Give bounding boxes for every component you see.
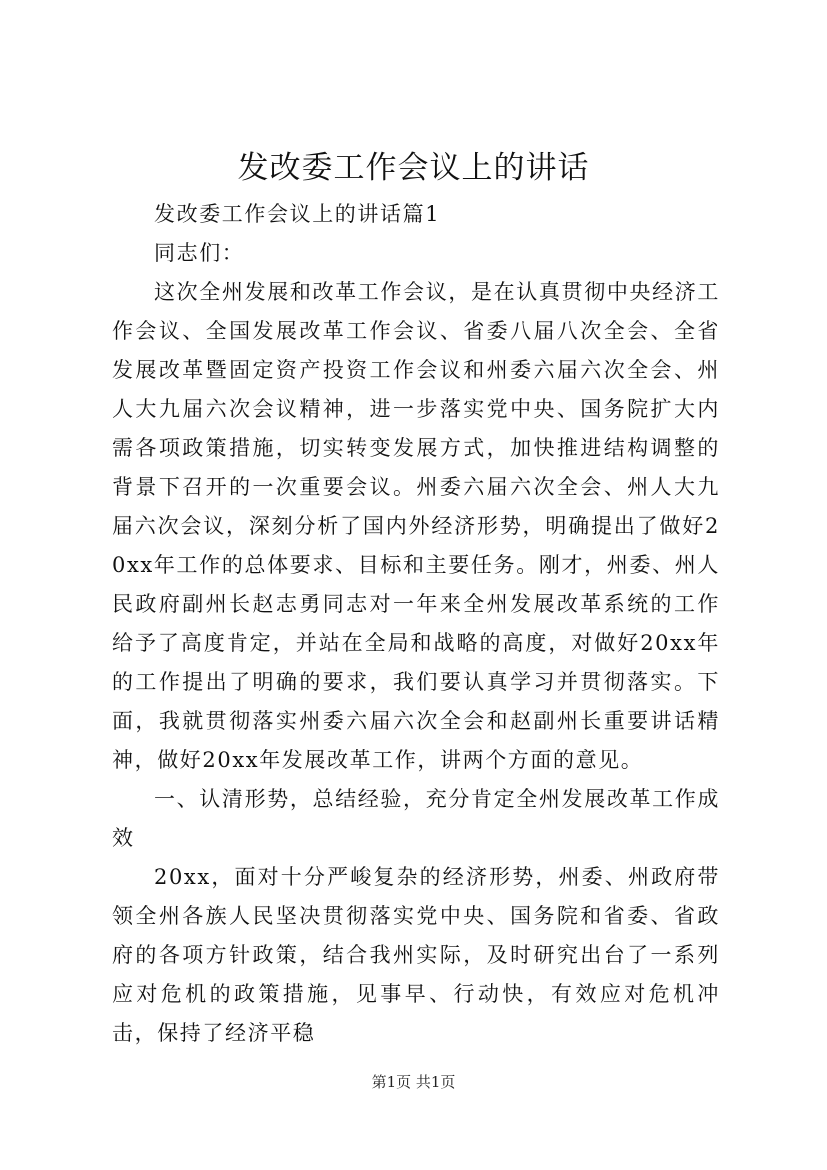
page-footer: 第1页 共1页 bbox=[371, 1073, 456, 1091]
body-paragraph: 这次全州发展和改革工作会议，是在认真贯彻中央经济工作会议、全国发展改革工作会议、省委八届八次全会、全省发展改革暨固定资产投资工作会议和州委六届六次全会、州人大九届六次会议精神，进一步落实党中央、国务院扩大内需各项政策措施，切实转变发展方式，加快推进结构调整的背景下召开的一次重要会议。州委六届六次全会、州人大九届六次会议，深刻分析了国内外经济形势，明确提出了做好20xx年工作的总体要求、目标和主要任务。刚才，州委、州人民政府副州长赵志勇同志对一年来全州发展改革系统的工作给予了高度肯定，并站在全局和战略的高度，对做好20xx年的工作提出了明确的要求，我们要认真学习并贯彻落实。下面，我就贯彻落实州委六届六次全会和赵副州长重要讲话精神，做好20xx年发展改革工作，讲两个方面的意见。 bbox=[112, 280, 720, 772]
document-body bbox=[112, 195, 720, 1053]
section-heading: 发改委工作会议上的讲话篇1 bbox=[154, 202, 441, 226]
body-paragraph: 20xx，面对十分严峻复杂的经济形势，州委、州政府带领全州各族人民坚决贯彻落实党中央、国务院和省委、省政府的各项方针政策，结合我州实际，及时研究出台了一系列应对危机的政策措施，见事早、行动快，有效应对危机冲击，保持了经济平稳 bbox=[112, 865, 720, 1045]
document-title: 发改委工作会议上的讲话 bbox=[237, 150, 590, 186]
section-subheading: 一、认清形势，总结经验，充分肯定全州发展改革工作成效 bbox=[112, 787, 720, 850]
salutation: 同志们： bbox=[154, 241, 245, 265]
